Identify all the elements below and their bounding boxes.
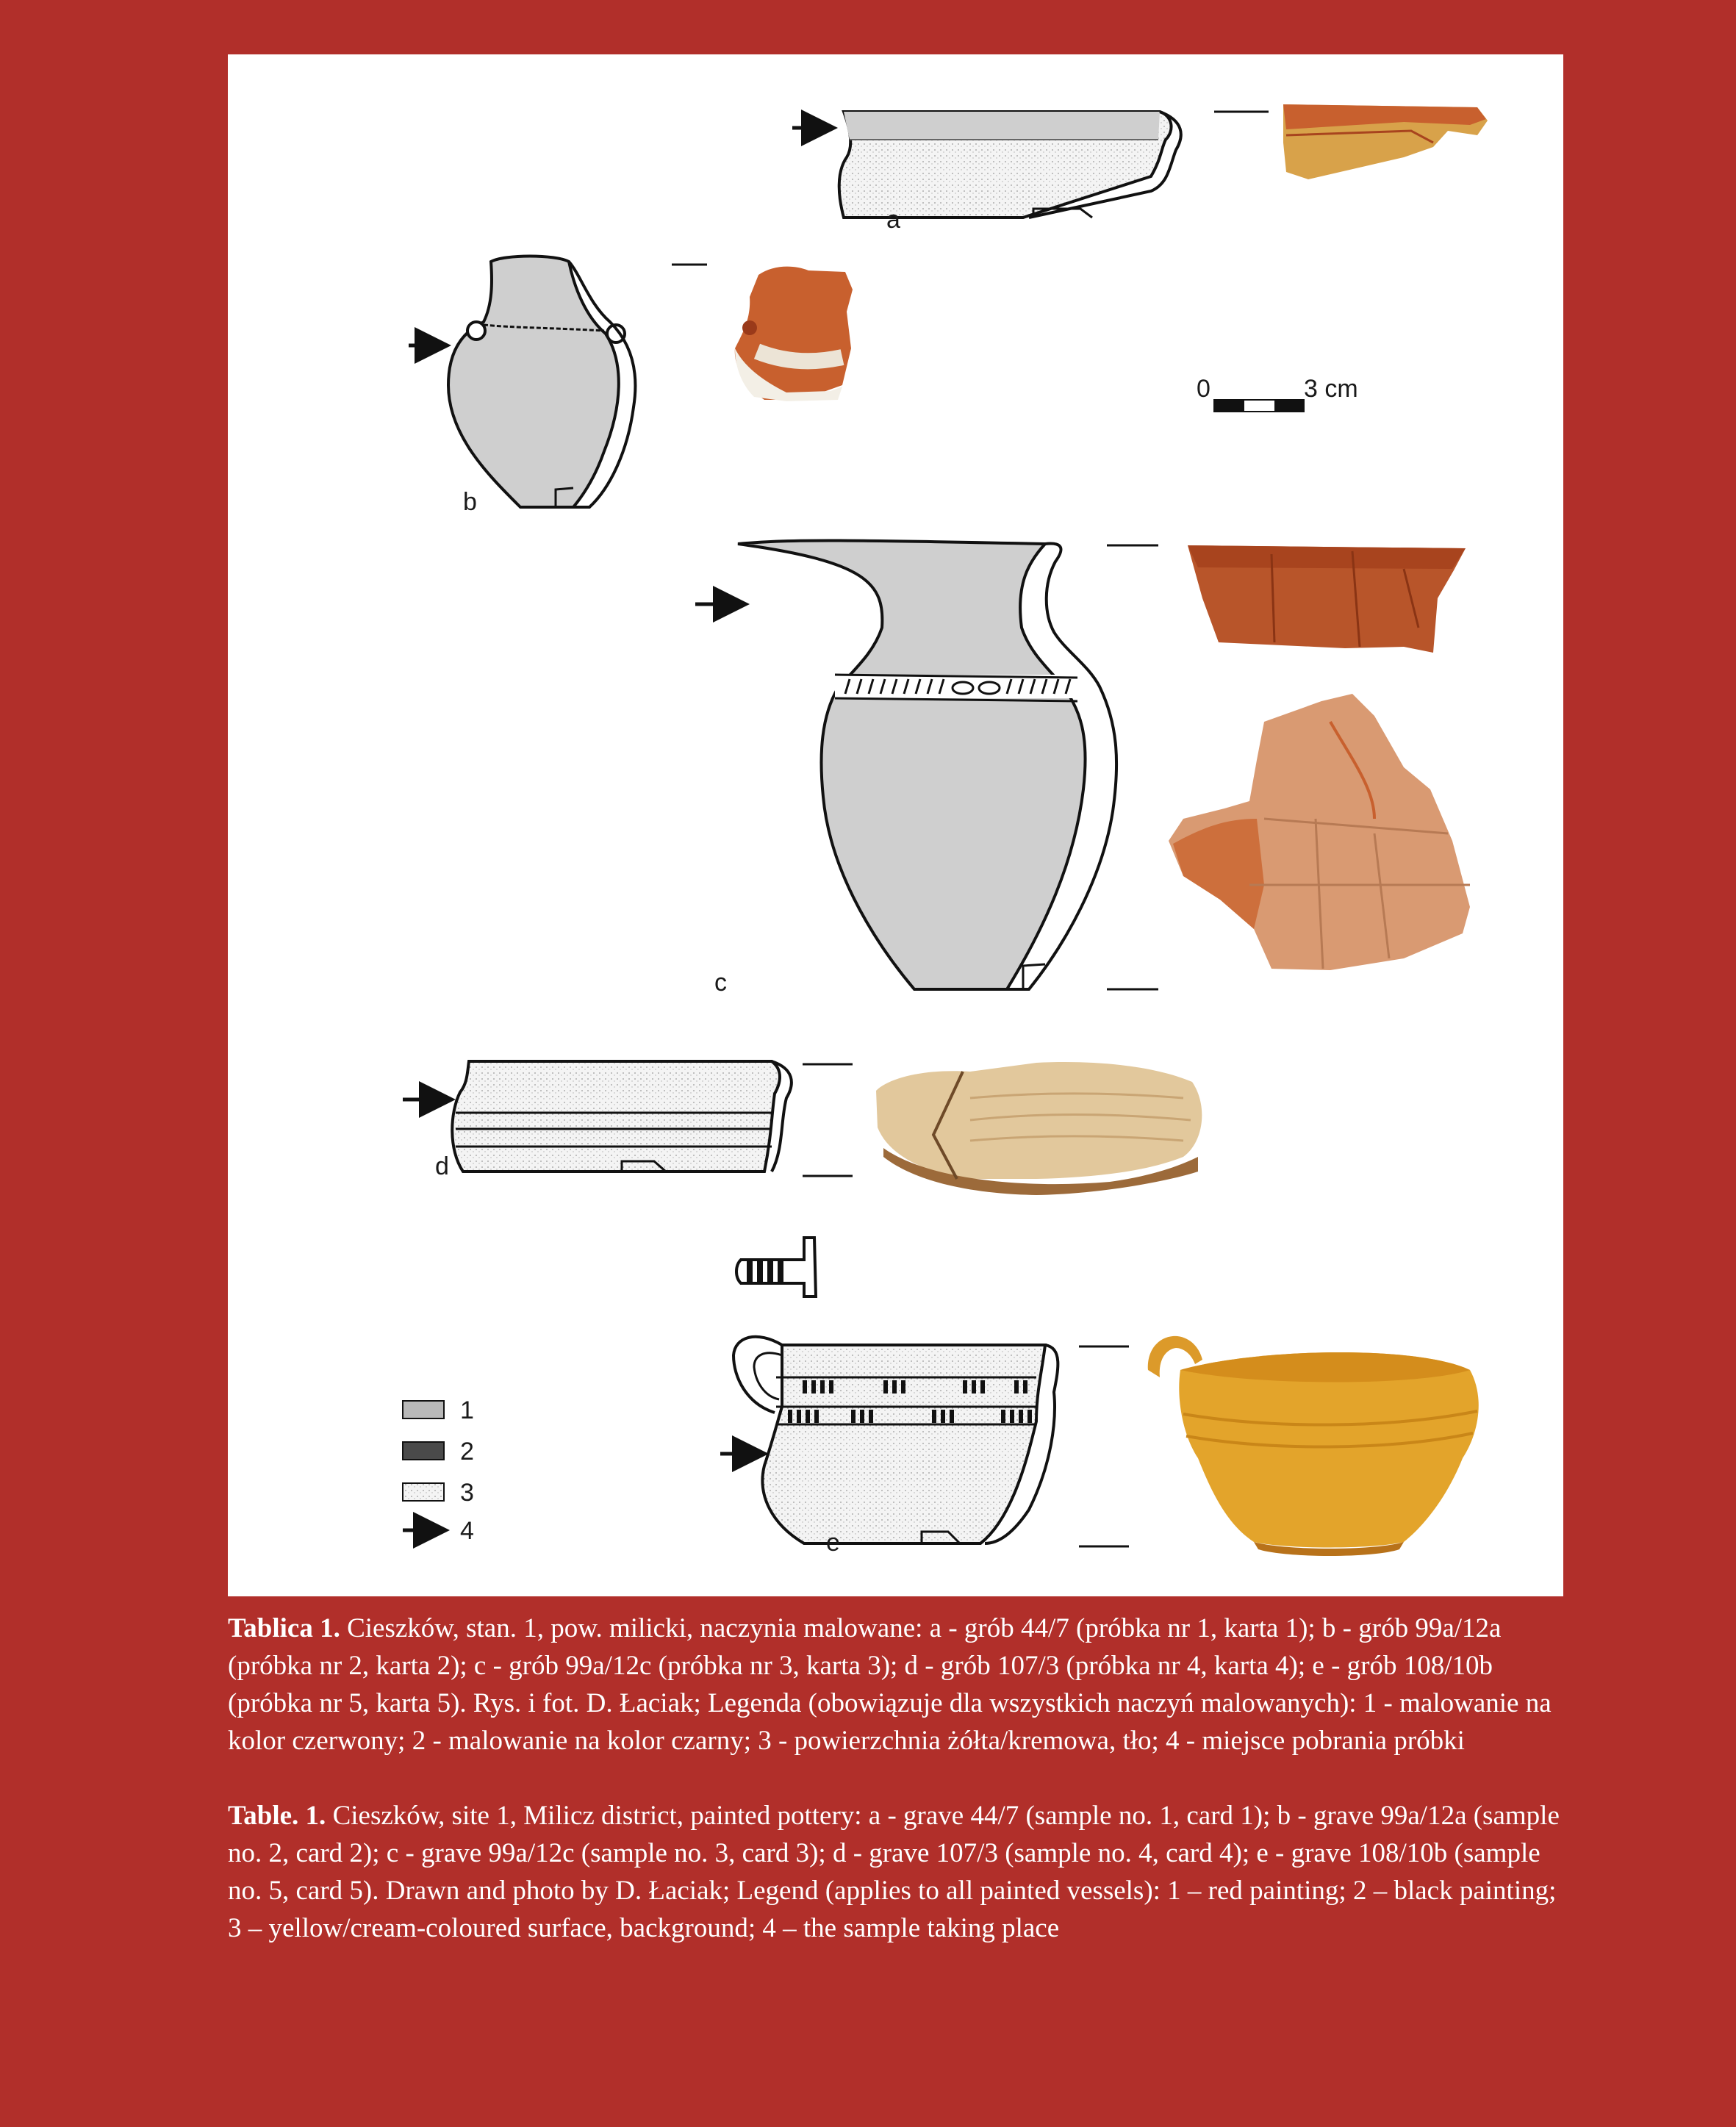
legend xyxy=(403,1396,474,1545)
captions xyxy=(228,1610,1563,1984)
legend-key-3: 3 xyxy=(460,1479,474,1507)
vessel-c-photo xyxy=(1169,545,1470,970)
caption-english xyxy=(228,1797,1563,1947)
legend-key-2: 2 xyxy=(460,1438,474,1466)
vessel-a-drawing xyxy=(792,112,1269,218)
caption-polish-label: Tablica 1. xyxy=(228,1613,340,1643)
vessel-e-drawing xyxy=(720,1337,1129,1546)
vessel-d-drawing xyxy=(403,1061,853,1176)
scale-bar xyxy=(1197,375,1358,412)
scale-start-label: 0 xyxy=(1197,375,1210,403)
legend-key-1: 1 xyxy=(460,1396,474,1424)
scale-end-label: 3 cm xyxy=(1304,375,1358,403)
vessel-a-label: a xyxy=(886,206,900,234)
caption-english-label: Table. 1. xyxy=(228,1801,326,1831)
legend-swatch-background xyxy=(403,1483,444,1501)
vessel-c-label: c xyxy=(714,969,727,997)
vessel-a-photo xyxy=(1283,104,1488,179)
legend-swatch-black-paint xyxy=(403,1442,444,1460)
vessel-c-drawing xyxy=(695,541,1158,990)
vessel-e-photo xyxy=(1148,1336,1479,1556)
caption-english-text: Cieszków, site 1, Milicz district, painted pottery: a - grave 44/7 (sample no. 1, card 1); b - grave 99a/12a (sample no. 2, card 2); c - grave 99a/12c (sample no. 3, card 3); d - grave 107/3 (sample no. 4, card 4); e - grave 108/10b (sample no. 5, card 5). Drawn and photo by D. Łaciak; Legend (applies to all painted vessels): 1 – red painting; 2 – black painting; 3 – yellow/cream-coloured surface, background; 4 – the sample taking place xyxy=(228,1801,1560,1943)
vessel-b-label: b xyxy=(463,488,477,516)
legend-swatch-red-paint xyxy=(403,1401,444,1418)
illustration-plate xyxy=(228,54,1563,1596)
caption-polish xyxy=(228,1610,1563,1760)
vessel-b-photo xyxy=(735,267,853,401)
legend-key-4: 4 xyxy=(460,1517,474,1545)
vessel-d-photo xyxy=(876,1062,1202,1195)
vessel-b-drawing xyxy=(409,257,707,508)
vessel-e-label: e xyxy=(826,1529,840,1557)
caption-polish-text: Cieszków, stan. 1, pow. milicki, naczynia malowane: a - grób 44/7 (próbka nr 1, karta 1); b - grób 99a/12a (próbka nr 2, karta 2); c - grób 99a/12c (próbka nr 3, karta 3); d - grób 107/3 (próbka nr 4, karta 4); e - grób 108/10b (próbka nr 5, karta 5). Rys. i fot. D. Łaciak; Legenda (obowiązuje dla wszystkich naczyń malowanych): 1 - malowanie na kolor czerwony; 2 - malowanie na kolor czarny; 3 - powierzchnia żółta/kremowa, tło; 4 - miejsce pobrania próbki xyxy=(228,1613,1552,1756)
vessel-e-handle-section xyxy=(736,1238,816,1296)
vessel-d-label: d xyxy=(435,1152,449,1180)
